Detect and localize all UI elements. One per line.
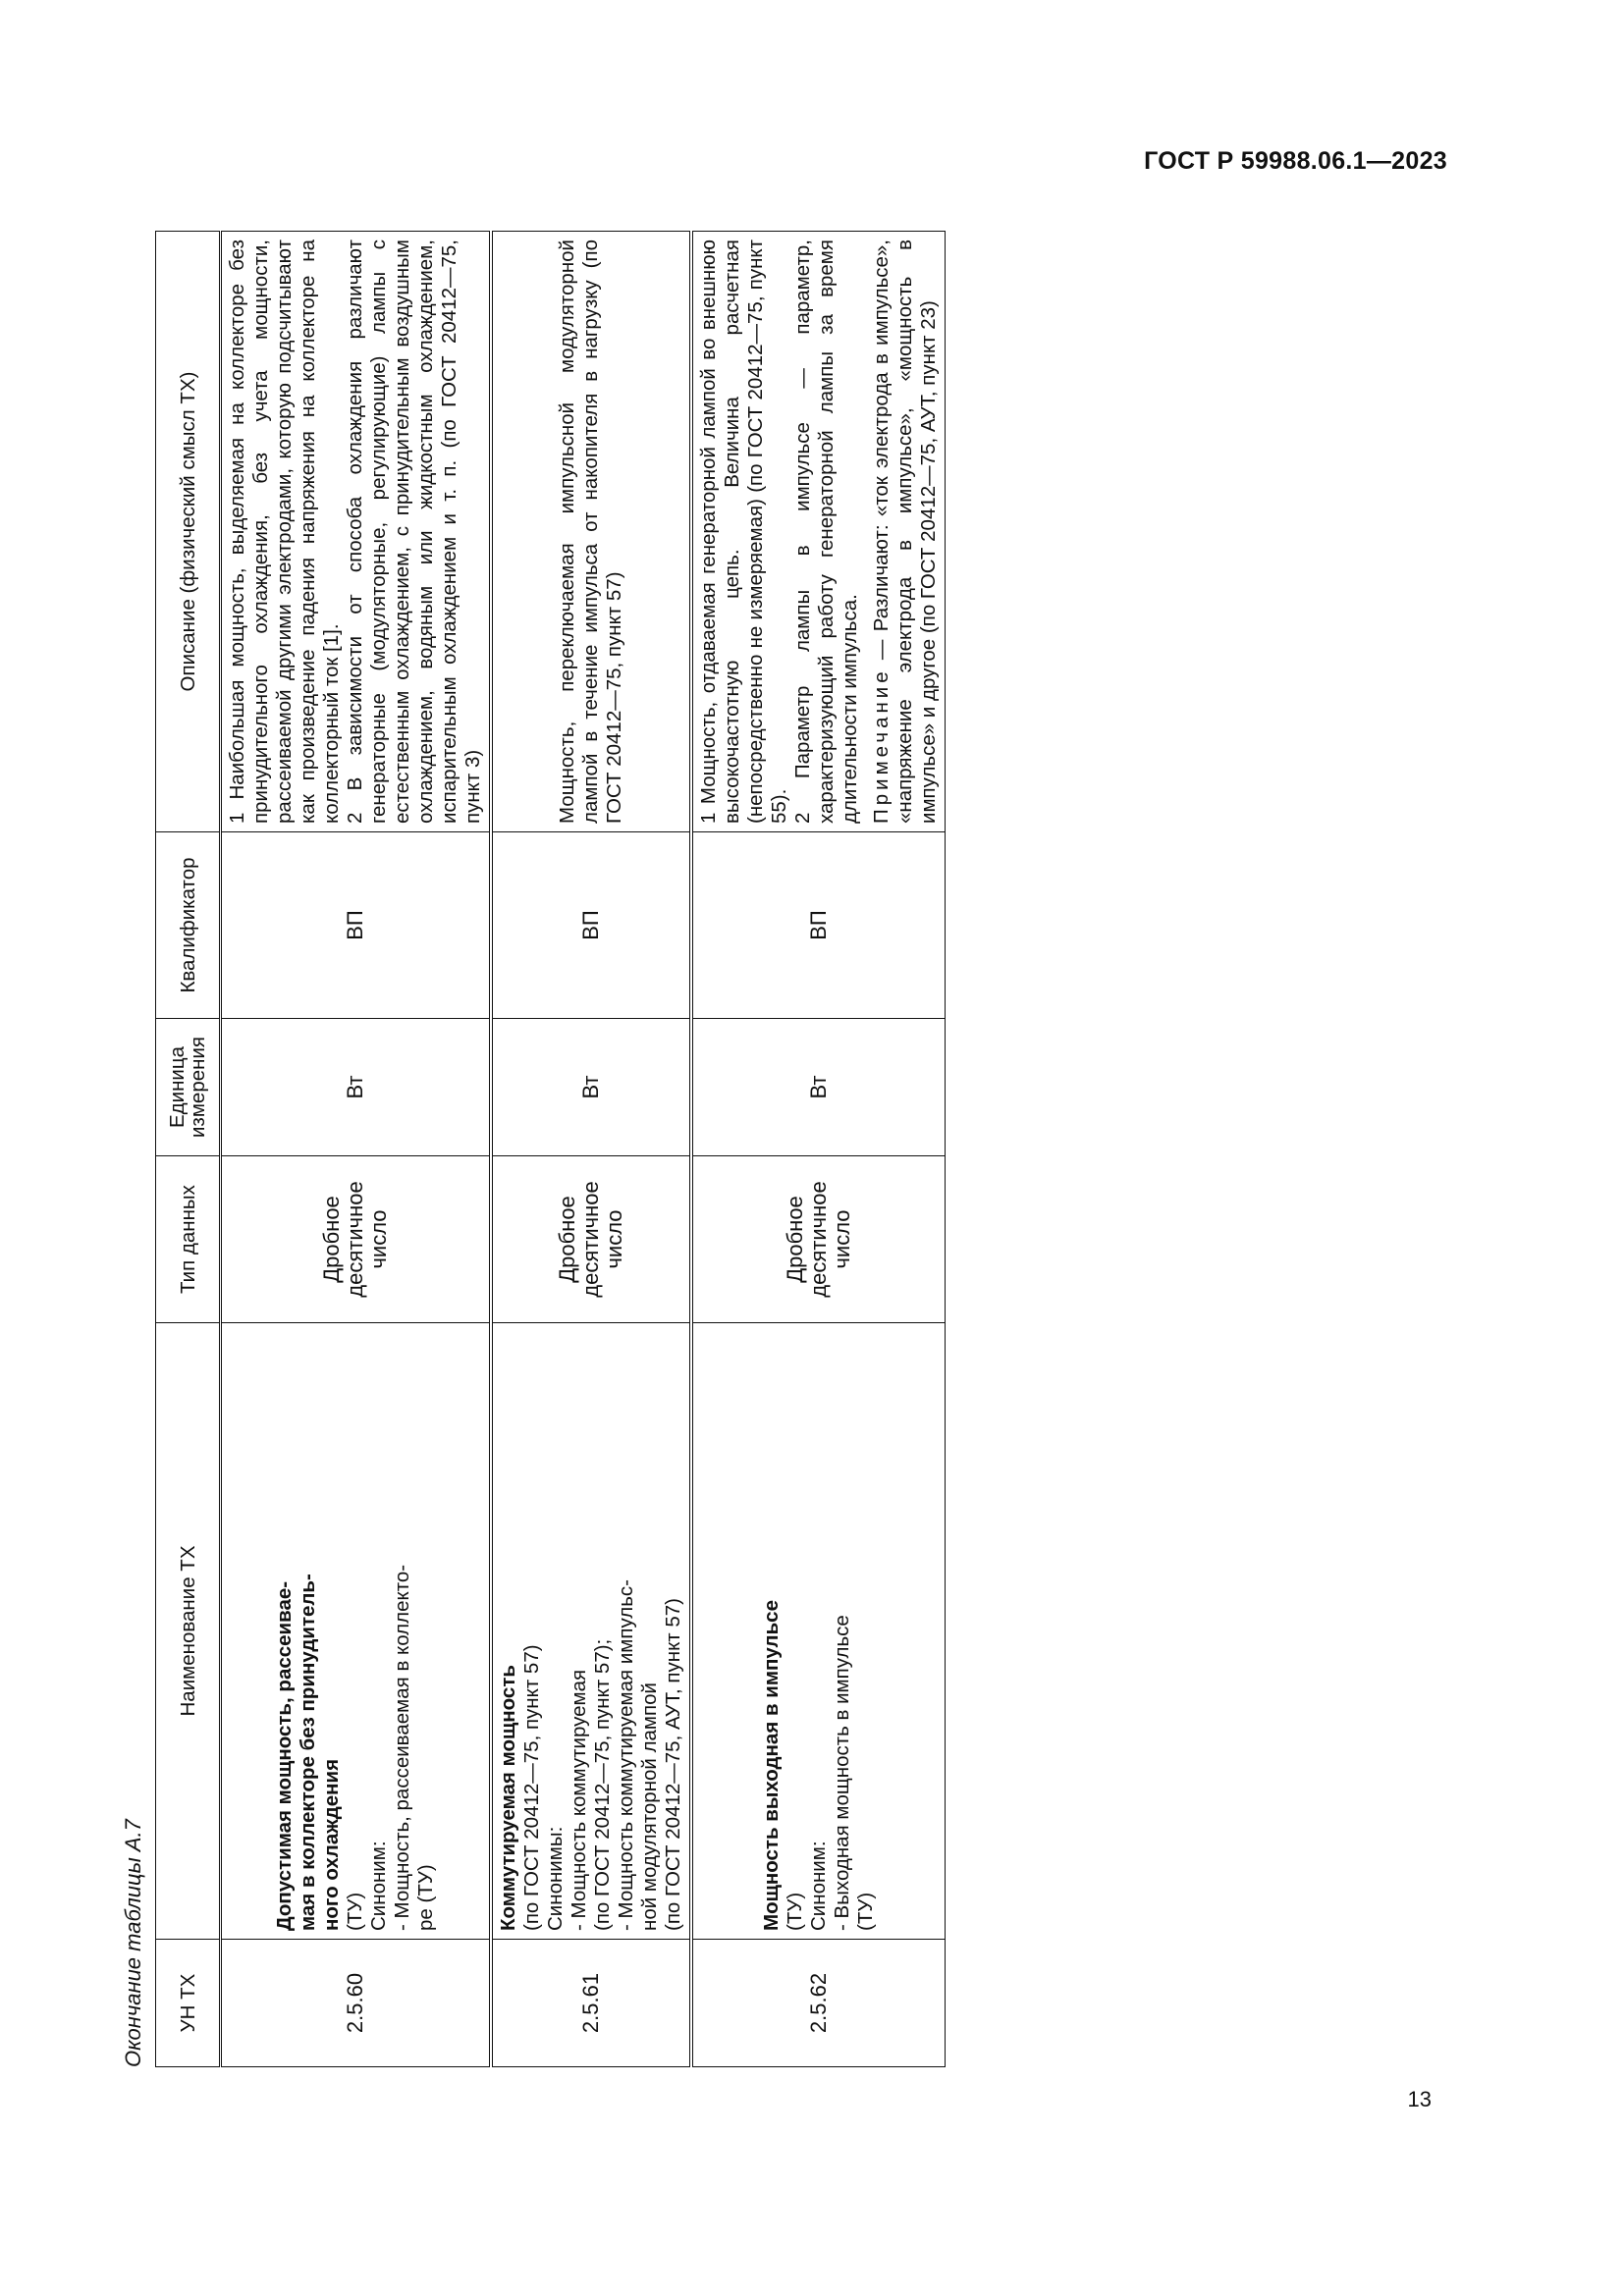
page-number: 13 xyxy=(1407,2087,1432,2111)
row-description-note xyxy=(870,240,941,824)
row-qualifier: ВП xyxy=(691,832,946,1019)
header-unit xyxy=(156,1019,221,1156)
row-id: 2.5.60 xyxy=(221,1940,492,2067)
table-caption: Окончание таблицы А.7 xyxy=(121,1819,145,2067)
row-name-line: - Мощность коммутируемая xyxy=(568,1669,590,1931)
row-name-line: Синонимы: xyxy=(544,1826,567,1931)
row-name-line: (по ГОСТ 20412—75, пункт 57) xyxy=(520,1644,543,1931)
row-data-type-line2: десятичное xyxy=(343,1181,367,1298)
row-name-line: ре (ТУ) xyxy=(414,1864,437,1931)
row-unit: Вт xyxy=(691,1019,946,1156)
row-data-type-line1: Дробное xyxy=(319,1196,344,1283)
row-name-line: (ТУ) xyxy=(854,1892,877,1931)
header-description: Описание (физический смысл ТХ) xyxy=(156,232,221,832)
row-description-paragraph: 2 В зависимости от способа охлаждения различают генераторные (модуляторные, регулирующие) лампы с естественным охлаждением, с принудительным воздушным охлаждением, водяным или жидкостным охлаждением, испарительным охлаждением и т. п. (по ГОСТ 20412—75, пункт 3) xyxy=(344,240,484,824)
row-data-type-line3: число xyxy=(830,1209,854,1269)
row-name-line: (по ГОСТ 20412—75, АУТ, пункт 57) xyxy=(662,1598,684,1931)
header-unit-line1: Единица xyxy=(166,1046,189,1129)
row-name-title-1: Мощность выходная в импульсе xyxy=(760,1600,783,1931)
row-description xyxy=(491,232,691,832)
row-name xyxy=(691,1323,946,1940)
row-description-paragraph: 1 Мощность, отдаваемая генераторной лампой во внешнюю высокочастотную цепь. Величина расчетная (непосредственно не измеряемая) (по ГОСТ 20412—75, пункт 55). xyxy=(697,240,790,824)
row-data-type xyxy=(221,1156,492,1323)
row-name-title-1: Коммутируемая мощность xyxy=(497,1665,519,1931)
row-name xyxy=(221,1323,492,1940)
row-name xyxy=(491,1323,691,1940)
row-data-type-line2: десятичное xyxy=(806,1181,831,1298)
row-name-title-3: ного охлаждения xyxy=(320,1758,343,1931)
row-name-line: ной модуляторной лампой xyxy=(638,1682,661,1931)
row-qualifier: ВП xyxy=(221,832,492,1019)
table-row xyxy=(691,232,946,2067)
row-id: 2.5.62 xyxy=(691,1940,946,2067)
row-description-paragraph: 1 Наибольшая мощность, выделяемая на коллекторе без принудительного охлаждения, без учета мощности, рассеиваемой другими электродами, которую подсчитывают как произведение падения напряжения на коллекторе на коллекторный ток [1]. xyxy=(226,240,343,824)
row-name-line: - Мощность коммутируемая импульс- xyxy=(615,1579,637,1931)
row-data-type-line2: десятичное xyxy=(578,1181,603,1298)
characteristics-table xyxy=(155,231,946,2067)
table-header-row xyxy=(156,232,221,2067)
row-name-line: Синоним: xyxy=(807,1841,830,1931)
row-description xyxy=(221,232,492,832)
row-qualifier: ВП xyxy=(491,832,691,1019)
table-row xyxy=(491,232,691,2067)
row-name-line: (ТУ) xyxy=(344,1892,366,1931)
row-unit: Вт xyxy=(491,1019,691,1156)
row-name-line: (по ГОСТ 20412—75, пункт 57); xyxy=(591,1638,614,1931)
row-data-type-line3: число xyxy=(366,1209,391,1269)
header-id: УН ТХ xyxy=(156,1940,221,2067)
row-description-paragraph: 2 Параметр лампы в импульсе — параметр, характеризующий работу генераторной лампы за время длительности импульса. xyxy=(791,240,861,824)
row-description xyxy=(691,232,946,832)
row-data-type-line3: число xyxy=(602,1209,626,1269)
header-unit-line2: измерения xyxy=(187,1036,209,1139)
row-description-paragraph: Мощность, переключаемая импульсной модуляторной лампой в течение импульса от накопителя в нагрузку (по ГОСТ 20412—75, пункт 57) xyxy=(556,240,625,824)
table-row xyxy=(221,232,492,2067)
row-name-title-1: Допустимая мощность, рассеивае- xyxy=(273,1580,296,1931)
row-data-type-line1: Дробное xyxy=(783,1196,807,1283)
row-data-type xyxy=(691,1156,946,1323)
row-data-type xyxy=(491,1156,691,1323)
row-unit: Вт xyxy=(221,1019,492,1156)
row-name-line: - Мощность, рассеиваемая в коллекто- xyxy=(391,1564,413,1931)
header-qualifier: Квалификатор xyxy=(156,832,221,1019)
row-name-line: - Выходная мощность в импульсе xyxy=(831,1615,853,1931)
row-name-line: Синоним: xyxy=(367,1841,390,1931)
note-text: — Различают: «ток электрода в импульсе», «напряжение электрода в импульсе», «мощность в импульсе» и другое (по ГОСТ 20412—75, АУТ, пункт 23) xyxy=(870,240,940,824)
header-type: Тип данных xyxy=(156,1156,221,1323)
row-name-title-2: мая в коллекторе без принудитель- xyxy=(297,1574,319,1931)
row-id: 2.5.61 xyxy=(491,1940,691,2067)
document-code: ГОСТ Р 59988.06.1—2023 xyxy=(1144,147,1447,175)
note-label: Примечание xyxy=(870,667,893,824)
row-name-line: (ТУ) xyxy=(784,1892,806,1931)
rotated-table-container xyxy=(116,104,1166,2067)
header-name: Наименование ТХ xyxy=(156,1323,221,1940)
row-data-type-line1: Дробное xyxy=(555,1196,579,1283)
